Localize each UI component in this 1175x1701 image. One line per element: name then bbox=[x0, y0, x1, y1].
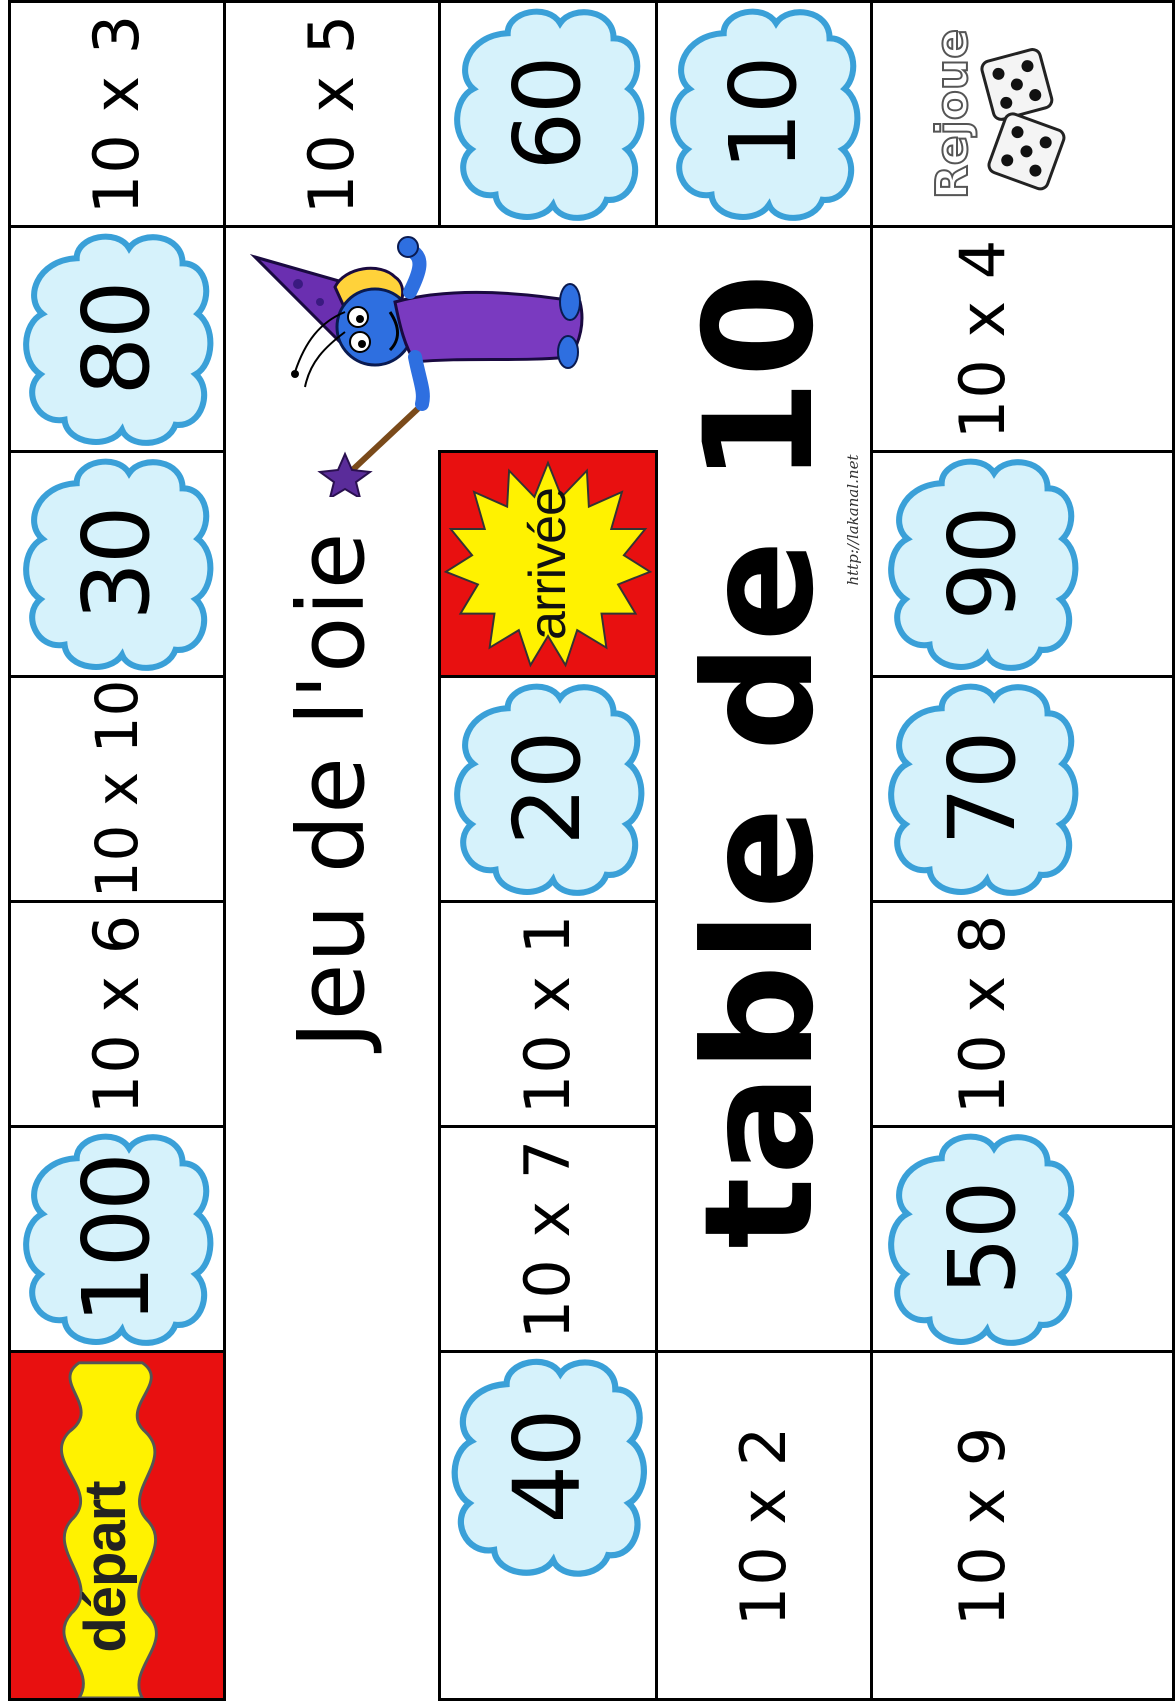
board-cell-80[interactable] bbox=[8, 225, 226, 453]
cell-number: 60 bbox=[494, 57, 601, 171]
cell-number: 30 bbox=[63, 507, 170, 621]
cell-number: 20 bbox=[494, 732, 601, 846]
dice-icon bbox=[973, 43, 1073, 193]
cell-label: 10 x 9 bbox=[946, 1425, 1019, 1626]
board-cell-10x8[interactable] bbox=[870, 900, 1175, 1128]
board-cell-30[interactable] bbox=[8, 450, 226, 678]
cell-number: 90 bbox=[929, 507, 1036, 621]
board-cell-10x1[interactable] bbox=[438, 900, 658, 1128]
table-title: table de 10 bbox=[673, 271, 847, 1249]
cell-label: 10 x 7 bbox=[511, 1138, 584, 1340]
cell-number: 40 bbox=[494, 1410, 601, 1524]
board-cell-10x5[interactable] bbox=[223, 0, 441, 228]
cell-label: 10 x 2 bbox=[727, 1425, 800, 1626]
board-cell-10[interactable] bbox=[655, 0, 873, 228]
credit-link[interactable]: http://lakanal.net bbox=[844, 454, 862, 586]
cell-label: 10 x 10 bbox=[83, 679, 151, 899]
board-cell-90[interactable] bbox=[870, 450, 1175, 678]
game-title: Jeu de l'oie bbox=[278, 531, 385, 1049]
cell-label: 10 x 5 bbox=[295, 13, 368, 215]
board-cell-10x9[interactable] bbox=[870, 1350, 1175, 1701]
cell-number: 80 bbox=[63, 282, 170, 396]
cell-label: 10 x 1 bbox=[511, 913, 584, 1115]
cell-number: 100 bbox=[63, 1154, 170, 1324]
wizard-illustration bbox=[250, 232, 595, 497]
board-cell-20[interactable] bbox=[438, 675, 658, 903]
cell-number: 70 bbox=[929, 732, 1036, 846]
board-cell-10x7[interactable] bbox=[438, 1125, 658, 1353]
rejoue-label: Rejoue bbox=[927, 28, 978, 200]
board-cell-50[interactable] bbox=[870, 1125, 1175, 1353]
board-cell-10x6[interactable] bbox=[8, 900, 226, 1128]
depart-label: départ bbox=[73, 1481, 139, 1653]
cell-number: 10 bbox=[710, 57, 817, 171]
board-cell-10x3[interactable] bbox=[8, 0, 226, 228]
rejoue-cell[interactable] bbox=[870, 0, 1175, 228]
board-cell-10x4[interactable] bbox=[870, 225, 1175, 453]
cell-label: 10 x 8 bbox=[946, 913, 1019, 1115]
cell-label: 10 x 6 bbox=[80, 913, 153, 1115]
cell-label: 10 x 3 bbox=[80, 13, 153, 215]
cell-number: 50 bbox=[929, 1182, 1036, 1296]
board-cell-10x2[interactable] bbox=[655, 1350, 873, 1701]
board-cell-60[interactable] bbox=[438, 0, 658, 228]
depart-cell[interactable] bbox=[8, 1350, 226, 1701]
arrivee-label: arrivée bbox=[519, 488, 577, 640]
board-cell-40[interactable] bbox=[438, 1350, 658, 1701]
board-cell-100[interactable] bbox=[8, 1125, 226, 1353]
board-cell-10x10[interactable] bbox=[8, 675, 226, 903]
board-cell-70[interactable] bbox=[870, 675, 1175, 903]
cell-label: 10 x 4 bbox=[946, 238, 1019, 440]
